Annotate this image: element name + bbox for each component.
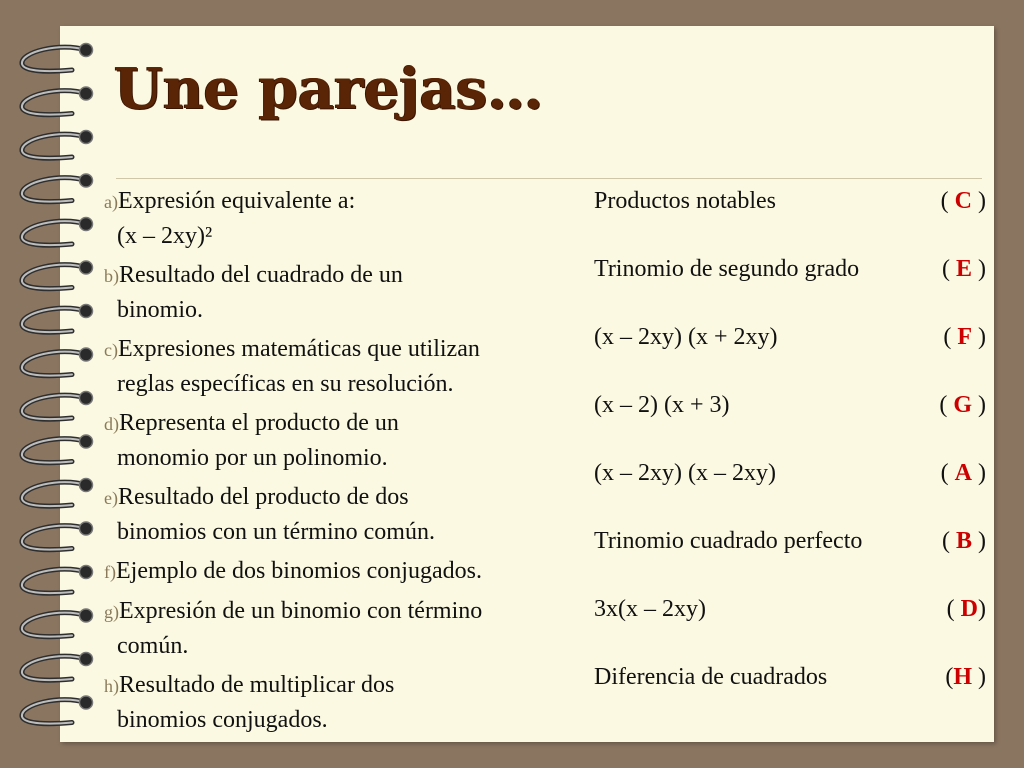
- statement-g: [104, 594, 584, 663]
- item-marker: d): [104, 414, 119, 434]
- match-row: [594, 660, 986, 694]
- statement-text: Representa el producto de un: [119, 410, 399, 436]
- binding-ring-icon: [22, 653, 93, 681]
- match-text: 3x(x – 2xy): [594, 596, 706, 622]
- answer-open-paren: (: [939, 392, 954, 418]
- answer-open-paren: (: [946, 596, 961, 622]
- answer-open-paren: (: [940, 188, 955, 214]
- answer-slot: [939, 388, 986, 422]
- matches-list: [594, 184, 986, 728]
- statements-list: [104, 184, 584, 742]
- statement-text: Resultado del producto de dos: [117, 484, 409, 510]
- item-marker: c): [104, 340, 118, 360]
- binding-ring-icon: [22, 479, 93, 507]
- answer-letter: D: [960, 596, 978, 622]
- statement-c: [104, 332, 584, 401]
- statement-f: [104, 554, 584, 589]
- match-row: [594, 592, 986, 626]
- binding-ring-icon: [22, 174, 93, 202]
- answer-close-paren: ): [972, 324, 986, 350]
- match-row: [594, 184, 986, 218]
- answer-slot: [943, 320, 986, 354]
- answer-open-paren: (: [941, 528, 956, 554]
- match-text: Diferencia de cuadrados: [594, 664, 828, 690]
- item-marker: e): [104, 488, 118, 508]
- binding-ring-icon: [22, 87, 93, 115]
- statement-text: Expresión de un binomio con término: [119, 598, 483, 624]
- answer-letter: H: [953, 664, 972, 690]
- answer-slot: [945, 660, 986, 694]
- answer-close-paren: ): [972, 664, 986, 690]
- binding-ring-icon: [22, 305, 93, 333]
- statement-expression: (x – 2xy)²: [117, 223, 213, 249]
- binding-ring-icon: [22, 566, 93, 594]
- statement-b: [104, 258, 584, 327]
- statement-text: Resultado de multiplicar dos: [119, 672, 395, 698]
- item-marker: g): [104, 602, 119, 622]
- answer-letter: E: [955, 256, 972, 282]
- answer-open-paren: (: [943, 324, 958, 350]
- answer-close-paren: ): [972, 256, 986, 282]
- match-row: [594, 320, 986, 354]
- statement-text-cont: reglas específicas en su resolución.: [117, 371, 454, 397]
- answer-slot: [941, 184, 986, 218]
- match-text: Trinomio cuadrado perfecto: [594, 528, 863, 554]
- answer-close-paren: ): [972, 460, 986, 486]
- slide-title: Une parejas…: [114, 56, 544, 122]
- match-text: (x – 2xy) (x – 2xy): [594, 460, 776, 486]
- statement-text-cont: binomios conjugados.: [117, 707, 328, 733]
- answer-letter: F: [957, 324, 972, 350]
- answer-open-paren: (: [945, 664, 954, 690]
- match-text: Productos notables: [594, 188, 776, 214]
- answer-letter: G: [953, 392, 972, 418]
- binding-ring-icon: [22, 609, 93, 637]
- binding-ring-icon: [22, 261, 93, 289]
- match-row: [594, 456, 986, 490]
- item-marker: f): [104, 562, 116, 582]
- match-text: (x – 2xy) (x + 2xy): [594, 324, 778, 350]
- statement-h: [104, 668, 584, 737]
- answer-open-paren: (: [940, 460, 955, 486]
- statement-text-cont: binomios con un término común.: [117, 519, 435, 545]
- answer-slot: [947, 592, 986, 626]
- answer-letter: A: [954, 460, 972, 486]
- answer-close-paren: ): [972, 528, 986, 554]
- binding-ring-icon: [22, 696, 93, 724]
- statement-text: Expresiones matemáticas que utilizan: [117, 336, 480, 362]
- spiral-binding-icon: [0, 0, 120, 768]
- answer-close-paren: ): [978, 596, 986, 622]
- item-marker: h): [104, 676, 119, 696]
- binding-ring-icon: [22, 522, 93, 550]
- statement-text: Expresión equivalente a:: [117, 188, 356, 214]
- statement-text-cont: común.: [117, 633, 189, 659]
- answer-letter: C: [954, 188, 972, 214]
- match-text: Trinomio de segundo grado: [594, 256, 860, 282]
- binding-ring-icon: [22, 348, 93, 376]
- statement-d: [104, 406, 584, 475]
- title-divider: [116, 178, 982, 179]
- statement-e: [104, 480, 584, 549]
- item-marker: a): [104, 192, 118, 212]
- statement-text-cont: binomio.: [117, 297, 204, 323]
- statement-text-cont: monomio por un polinomio.: [117, 445, 388, 471]
- statement-text: Resultado del cuadrado de un: [119, 262, 403, 288]
- statement-text: Ejemplo de dos binomios conjugados.: [116, 558, 482, 584]
- answer-slot: [941, 456, 986, 490]
- statement-a: [104, 184, 584, 253]
- binding-ring-icon: [22, 435, 93, 463]
- answer-letter: B: [955, 528, 972, 554]
- match-row: [594, 252, 986, 286]
- binding-ring-icon: [22, 218, 93, 246]
- match-text: (x – 2) (x + 3): [594, 392, 730, 418]
- answer-close-paren: ): [972, 392, 986, 418]
- answer-slot: [942, 524, 986, 558]
- binding-ring-icon: [22, 44, 93, 72]
- answer-slot: [942, 252, 986, 286]
- binding-ring-icon: [22, 131, 93, 159]
- item-marker: b): [104, 266, 119, 286]
- answer-close-paren: ): [972, 188, 986, 214]
- answer-open-paren: (: [941, 256, 956, 282]
- match-row: [594, 524, 986, 558]
- binding-ring-icon: [22, 392, 93, 420]
- match-row: [594, 388, 986, 422]
